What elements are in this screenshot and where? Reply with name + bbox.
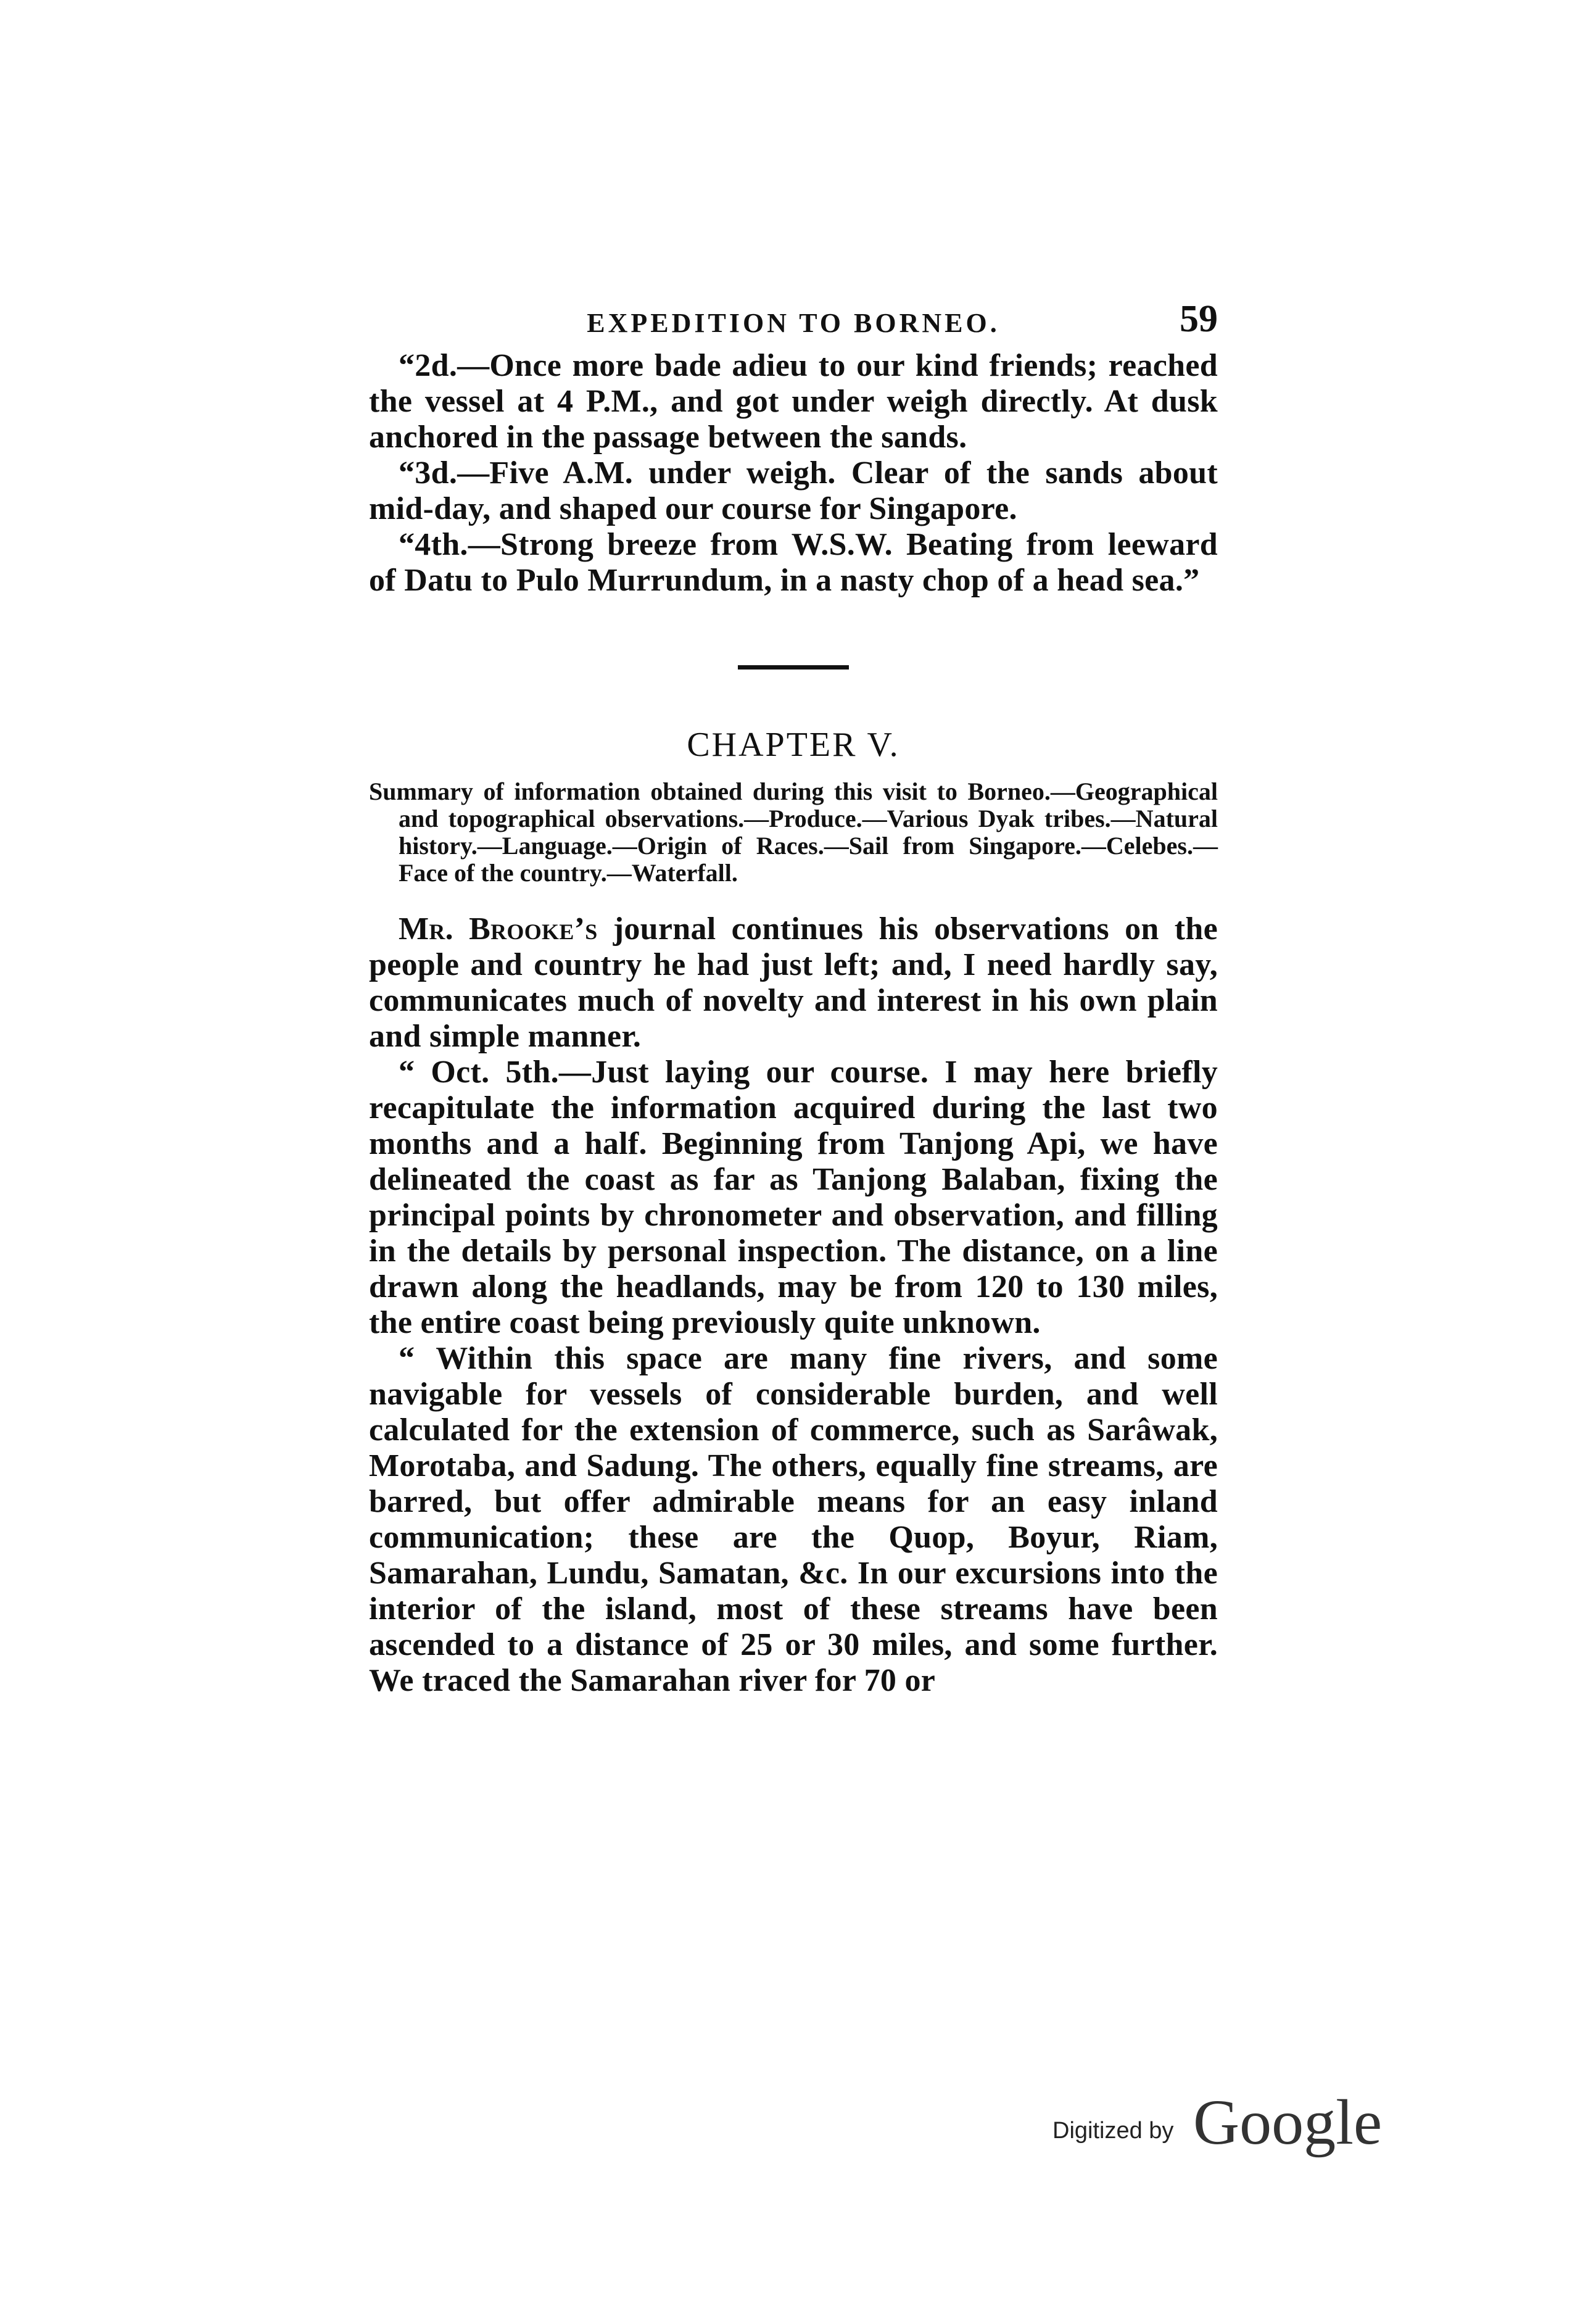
running-head bbox=[369, 296, 1218, 339]
page-number: 59 bbox=[1180, 298, 1218, 340]
google-logo: Google bbox=[1193, 2087, 1383, 2158]
running-title: EXPEDITION TO BORNEO. bbox=[587, 308, 1000, 338]
journal-entry: “3d.—Five A.M. under weigh. Clear of the sands about mid-day, and shaped our course for Singapore. bbox=[369, 455, 1218, 526]
body-paragraph: “ Within this space are many fine rivers, and some navigable for vessels of considerable burden, and well calculated for the extension of commerce, such as Sarâwak, Morotaba, and Sadung. The others, equally fine streams, are barred, but offer admirable means for an easy inland communication; these are the Quop, Boyur, Riam, Samarahan, Lundu, Samatan, &c. In our excursions into the interior of the island, most of these streams have been ascended to a distance of 25 or 30 miles, and some further. We traced the Samarahan river for 70 or bbox=[369, 1341, 1218, 1698]
chapter-summary: Summary of information obtained during this visit to Borneo.—Geographical and topographical observations.—Produce.—Various Dyak tribes.—Natural history.—Language.—Origin of Races.—Sail from Singapore.—Celebes.—Face of the country.—Waterfall. bbox=[369, 777, 1218, 887]
book-page bbox=[369, 296, 1218, 1699]
journal-entry: “2d.—Once more bade adieu to our kind friends; reached the vessel at 4 P.M., and got under weigh directly. At dusk anchored in the passage between the sands. bbox=[369, 348, 1218, 455]
digitized-by-label: Digitized by bbox=[1052, 2118, 1174, 2144]
body-paragraph bbox=[369, 911, 1218, 1055]
chapter-title: CHAPTER V. bbox=[687, 726, 900, 764]
lead-in: Mr. Brooke’s bbox=[399, 911, 598, 947]
journal-entry: “4th.—Strong breeze from W.S.W. Beating from leeward of Datu to Pulo Murrundum, in a nasty chop of a head sea.” bbox=[369, 527, 1218, 598]
body-paragraph: “ Oct. 5th.—Just laying our course. I may here briefly recapitulate the information acquired during the last two months and a half. Beginning from Tanjong Api, we have delineated the coast as far as Tanjong Balaban, fixing the principal points by chronometer and observation, and filling in the details by personal inspection. The distance, on a line drawn along the headlands, may be from 120 to 130 miles, the entire coast being previously quite unknown. bbox=[369, 1055, 1218, 1340]
section-divider bbox=[738, 665, 849, 670]
paragraph-text: journal continues his observations on the people and country he had just left; and, I need hardly say, communicates much of novelty and interest in his own plain and simple manner. bbox=[369, 911, 1218, 1054]
digitization-watermark bbox=[1052, 2086, 1423, 2160]
